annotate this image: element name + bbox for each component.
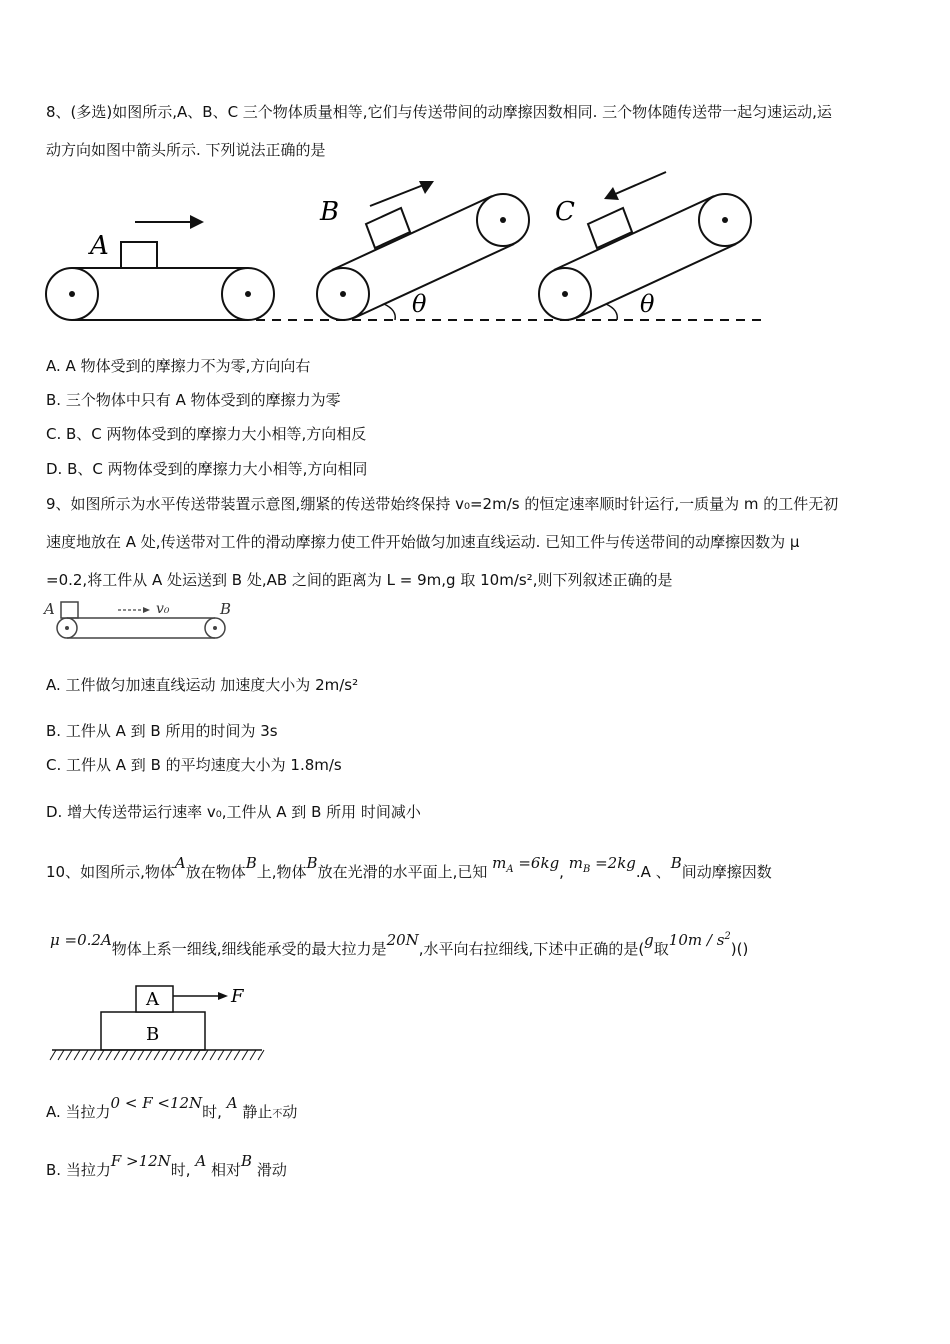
ground-hatch — [50, 1050, 264, 1060]
q10-stem-line-1 — [46, 854, 772, 889]
q10-text-8: ,水平向右拉细线,下述中正确的是( — [418, 940, 645, 958]
q8-option-d: D. B、C 两物体受到的摩擦力大小相等,方向相同 — [46, 460, 368, 478]
q10-text-2: 放在物体 — [185, 863, 246, 881]
q10-var-a: A — [174, 854, 186, 872]
q10-var-b-2: B — [306, 854, 318, 872]
q8-stem-line-1: 8、(多选)如图所示,A、B、C 三个物体质量相等,它们与传送带间的动摩擦因数相同. 三个物体随传送带一起匀速运动,运 — [46, 103, 832, 121]
theta-b: θ — [412, 290, 427, 318]
q9-option-c: C. 工件从 A 到 B 的平均速度大小为 1.8m/s — [46, 756, 342, 774]
q10-g: g — [644, 931, 654, 949]
label-b: B — [320, 197, 340, 227]
block-c — [588, 208, 632, 248]
q10-force-max: 20N — [386, 931, 419, 949]
q8-conveyor-figure — [0, 170, 950, 330]
q10-g-value: $10m / s^2$ — [668, 931, 731, 949]
q9-label-b: B — [220, 600, 232, 618]
q8-option-c: C. B、C 两物体受到的摩擦力大小相等,方向相反 — [46, 425, 367, 443]
q10-stem-line-2 — [50, 931, 749, 959]
q10-blocks-figure — [48, 980, 268, 1065]
block-b — [366, 208, 410, 248]
q8-option-b: B. 三个物体中只有 A 物体受到的摩擦力为零 — [46, 391, 341, 409]
q10-var-b: B — [245, 854, 257, 872]
q10-text-6: 间动摩擦因数 — [681, 863, 772, 881]
q9-stem-line-3: =0.2,将工件从 A 处运送到 B 处,AB 之间的距离为 L = 9m,g 取 10m/s²,则下列叙述正确的是 — [46, 571, 673, 589]
q10-mass-b: $m_B =2kg$ — [568, 854, 636, 875]
q9-conveyor-figure — [40, 596, 240, 646]
q9-stem-line-1: 9、如图所示为水平传送带装置示意图,绷紧的传送带始终保持 v₀=2m/s 的恒定速率顺时针运行,一质量为 m 的工件无初 — [46, 495, 839, 513]
q10-text-7: 物体上系一细线,细线能承受的最大拉力是 — [111, 940, 387, 958]
q10-label-f: F — [231, 986, 244, 1007]
q9-label-v: v₀ — [156, 601, 170, 617]
q8-stem-line-2: 动方向如图中箭头所示. 下列说法正确的是 — [46, 141, 326, 159]
q10-mass-a: $m_A =6kg$ — [492, 854, 560, 875]
q10-text-9: 取 — [653, 940, 669, 958]
arrow-c — [613, 172, 666, 195]
q10-text-1: 10、如图所示,物体 — [46, 863, 175, 881]
q10-text-10: )() — [730, 940, 749, 958]
q10-text-3: 上,物体 — [256, 863, 307, 881]
q10-comma: , — [559, 863, 564, 881]
q10-var-b-3: B — [670, 854, 682, 872]
q10-label-a: A — [146, 989, 159, 1010]
belt-a — [46, 268, 274, 320]
q10-option-b-expr: F >12N — [110, 1152, 171, 1170]
q9-option-d: D. 增大传送带运行速率 v₀,工件从 A 到 B 所用 时间减小 — [46, 803, 421, 821]
block-a — [121, 242, 157, 268]
q9-label-a: A — [44, 600, 55, 618]
q10-option-b: B. 当拉力F >12N时, A 相对B 滑动 — [46, 1152, 287, 1179]
theta-c: θ — [640, 290, 655, 318]
q9-stem-line-2: 速度地放在 A 处,传送带对工件的滑动摩擦力使工件开始做匀加速直线运动. 已知工件与传送带间的动摩擦因数为 μ — [46, 533, 800, 551]
q10-mu-expr: μ =0.2A — [50, 931, 112, 949]
q10-text-4: 放在光滑的水平面上,已知 — [317, 863, 488, 881]
q10-option-a: A. 当拉力0 < F <12N时, A 静止不动 — [46, 1094, 298, 1121]
q10-text-5: .A 、 — [635, 863, 671, 881]
q10-option-a-expr: 0 < F <12N — [110, 1094, 203, 1112]
q9-option-a: A. 工件做匀加速直线运动 加速度大小为 2m/s² — [46, 676, 359, 694]
label-c: C — [555, 197, 575, 227]
label-a: A — [90, 231, 109, 261]
q10-label-b: B — [146, 1024, 160, 1045]
q9-option-b: B. 工件从 A 到 B 所用的时间为 3s — [46, 722, 278, 740]
arrow-b — [370, 184, 426, 206]
q8-option-a: A. A 物体受到的摩擦力不为零,方向向右 — [46, 357, 311, 375]
